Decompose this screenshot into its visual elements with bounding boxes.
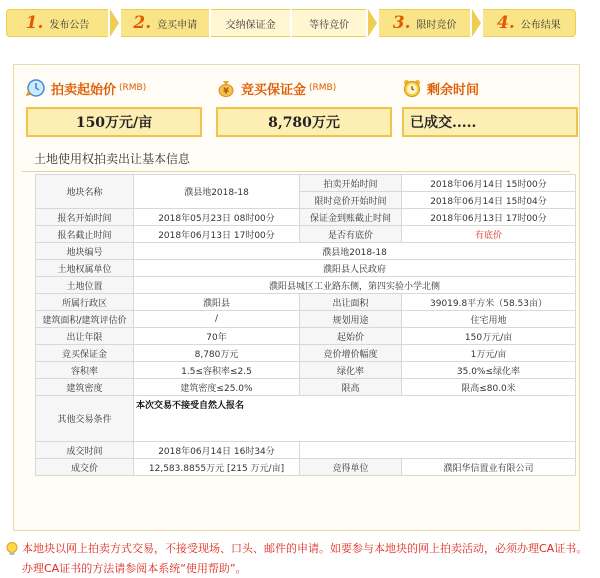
lightbulb-icon [4, 541, 20, 557]
parcel-name-value: 濮县地2018-18 [134, 175, 300, 209]
parcel-no-label: 地块编号 [36, 243, 134, 260]
table-row [36, 379, 576, 396]
step-announce-result [483, 9, 576, 37]
step-number: 4. [497, 13, 515, 33]
area-value: 39019.8平方米（58.53亩） [402, 294, 576, 311]
auction-start-label: 拍卖开始时间 [300, 175, 402, 192]
table-row [36, 362, 576, 379]
auction-detail-panel [13, 64, 580, 531]
other-conditions-value: 本次交易不接受自然人报名 [134, 396, 576, 442]
increment-label: 竞价增价幅度 [300, 345, 402, 362]
step-label: 公布结果 [520, 19, 561, 31]
start-price-cell: 150万元/亩 [402, 328, 576, 345]
owner-value: 濮阳县人民政府 [134, 260, 576, 277]
start-price-label: 起始价 [300, 328, 402, 345]
table-row [36, 294, 576, 311]
auction-start-value: 2018年06月14日 15时00分 [402, 175, 576, 192]
table-row [36, 209, 576, 226]
table-row [36, 260, 576, 277]
build-area-value: / [134, 311, 300, 328]
currency-unit: (RMB) [119, 83, 147, 93]
usage-value: 住宅用地 [402, 311, 576, 328]
far-value: 1.5≤容积率≤2.5 [134, 362, 300, 379]
district-label: 所属行政区 [36, 294, 134, 311]
step-label: 竞买申请 [157, 19, 198, 31]
density-value: 建筑密度≤25.0% [134, 379, 300, 396]
area-label: 出让面积 [300, 294, 402, 311]
height-label: 限高 [300, 379, 402, 396]
deal-time-value: 2018年06月14日 16时34分 [134, 442, 300, 459]
increment-value: 1万元/亩 [402, 345, 576, 362]
deposit-cell: 8,780万元 [134, 345, 300, 362]
deposit-deadline-label: 保证金到账截止时间 [300, 209, 402, 226]
step-label: 发布公告 [49, 19, 90, 31]
location-label: 土地位置 [36, 277, 134, 294]
clock-refresh-icon [26, 78, 46, 98]
winner-value: 濮阳华信置业有限公司 [402, 459, 576, 476]
build-area-label: 建筑面积/建筑评估价 [36, 311, 134, 328]
owner-label: 土地权属单位 [36, 260, 134, 277]
section-title: 土地使用权拍卖出让基本信息 [34, 152, 191, 166]
timed-start-value: 2018年06月14日 15时04分 [402, 192, 576, 209]
reg-end-value: 2018年06月13日 17时00分 [134, 226, 300, 243]
other-conditions-label: 其他交易条件 [36, 396, 134, 442]
chevron-right-icon [368, 9, 377, 37]
step-timed-bidding [379, 9, 469, 37]
remaining-time-card [402, 75, 582, 145]
deposit-deadline-value: 2018年06月13日 17时00分 [402, 209, 576, 226]
step-number: 2. [133, 13, 152, 33]
location-value: 濮阳县城区工业路东侧，第四实验小学北侧 [134, 277, 576, 294]
step-label: 限时竞价 [416, 19, 457, 31]
land-info-table [35, 174, 576, 476]
step-number: 3. [392, 13, 411, 33]
step-label: 等待竞价 [309, 19, 350, 31]
chevron-right-icon [472, 9, 481, 37]
density-label: 建筑密度 [36, 379, 134, 396]
table-row [36, 442, 576, 459]
deposit-label: 竞买保证金 [36, 345, 134, 362]
usage-label: 规划用途 [300, 311, 402, 328]
section-divider [22, 171, 570, 172]
step-publish-notice [6, 9, 108, 37]
deal-price-label: 成交价 [36, 459, 134, 476]
reg-start-value: 2018年05月23日 08时00分 [134, 209, 300, 226]
district-value: 濮阳县 [134, 294, 300, 311]
reserve-price-value: 有底价 [402, 226, 576, 243]
table-row [36, 243, 576, 260]
table-row [36, 396, 576, 442]
step-label: 交纳保证金 [225, 19, 276, 31]
auction-step-bar [6, 9, 576, 37]
term-value: 70年 [134, 328, 300, 345]
height-value: 限高≤80.0米 [402, 379, 576, 396]
table-row [36, 226, 576, 243]
deposit-card [216, 75, 396, 145]
green-value: 35.0%≤绿化率 [402, 362, 576, 379]
reserve-price-label: 是否有底价 [300, 226, 402, 243]
ca-certificate-notice [4, 539, 596, 578]
money-bag-icon [216, 78, 236, 98]
step-wait-bidding [292, 9, 367, 37]
empty-cell [300, 442, 576, 459]
winner-label: 竞得单位 [300, 459, 402, 476]
notice-text: 本地块以网上拍卖方式交易，不接受现场、口头、邮件的申请。如要参与本地块的网上拍卖活动，必须办理CA证书。办理CA证书的方法请参阅本系统“使用帮助”。 [22, 542, 588, 575]
table-row [36, 345, 576, 362]
term-label: 出让年限 [36, 328, 134, 345]
start-price-value: 150万元/亩 [26, 107, 202, 137]
start-price-title: 拍卖起始价 [51, 82, 117, 98]
table-row [36, 175, 576, 192]
green-label: 绿化率 [300, 362, 402, 379]
remaining-time-title: 剩余时间 [427, 82, 480, 98]
alarm-clock-icon [402, 78, 422, 98]
reg-start-label: 报名开始时间 [36, 209, 134, 226]
parcel-no-value: 濮县地2018-18 [134, 243, 576, 260]
far-label: 容积率 [36, 362, 134, 379]
chevron-right-icon [110, 9, 119, 37]
deal-time-label: 成交时间 [36, 442, 134, 459]
deposit-title: 竞买保证金 [241, 82, 307, 98]
table-row [36, 328, 576, 345]
deal-price-value: 12,583.8855万元 [215 万元/亩] [134, 459, 300, 476]
deposit-value: 8,780万元 [216, 107, 392, 137]
start-price-card [26, 75, 206, 145]
parcel-name-label: 地块名称 [36, 175, 134, 209]
remaining-time-value: 已成交..... [402, 107, 578, 137]
reg-end-label: 报名截止时间 [36, 226, 134, 243]
timed-start-label: 限时竞价开始时间 [300, 192, 402, 209]
currency-unit: (RMB) [309, 83, 337, 93]
step-number: 1. [25, 13, 44, 33]
step-bid-application [121, 9, 209, 37]
table-row [36, 459, 576, 476]
table-row [36, 311, 576, 328]
table-row [36, 277, 576, 294]
svg-text:¥: ¥ [223, 86, 229, 96]
step-pay-deposit [211, 9, 290, 37]
